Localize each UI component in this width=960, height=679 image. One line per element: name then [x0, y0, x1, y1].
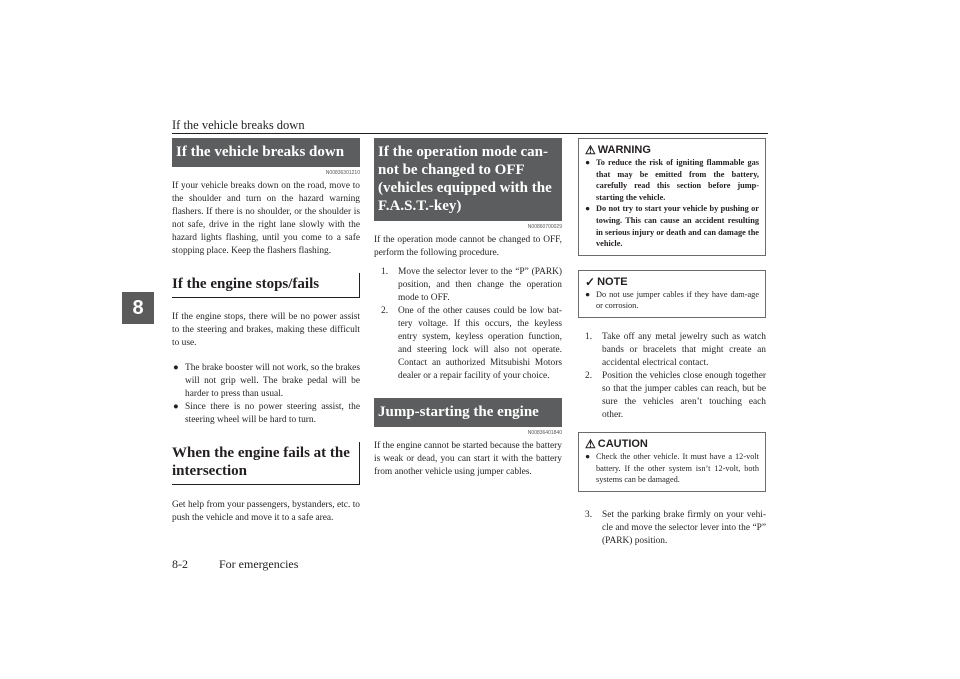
footer-section-name: For emergencies: [219, 557, 299, 571]
chapter-tab: 8: [122, 292, 154, 324]
section-heading-jump-start: Jump-starting the engine: [374, 398, 562, 427]
header-rule: [172, 133, 768, 134]
note-item: ● Do not use jumper cables if they have dam-age or corrosion.: [585, 289, 759, 311]
bullet-icon: ●: [173, 402, 179, 412]
paragraph: Get help from your passengers, bystanders, etc. to push the vehicle and move it to a safe area.: [172, 500, 360, 523]
section-heading-engine-stops: If the engine stops/fails: [172, 273, 360, 298]
paragraph: If the operation mode cannot be changed to OFF, perform the following procedure.: [374, 235, 562, 258]
section-heading-operation-mode: If the operation mode can-not be changed to OFF (vehicles equipped with the F.A.S.T.-key): [374, 138, 562, 221]
step-item: 2. Position the vehicles close enough together so that the jumper cables can reach, but be sure the vehicles aren’t touching each other.: [585, 370, 766, 420]
warning-item: ● Do not try to start your vehicle by pushing or towing. This can cause an accident resulting in serious injury or death and can damage the vehicle.: [585, 204, 759, 249]
caution-item: ● Check the other vehicle. It must have a 12-volt battery. If the other system isn’t 12-volt, both systems can be damaged.: [585, 451, 759, 485]
warning-box: [578, 138, 766, 256]
bullet-item: ● Since there is no power steering assist, the steering wheel will be hard to turn.: [173, 402, 360, 425]
paragraph: If the engine stops, there will be no power assist to the steering and brakes, making these difficult to use.: [172, 312, 360, 348]
section-code: N00836301210: [325, 170, 360, 176]
step-item: 1. Take off any metal jewelry such as watch bands or bracelets that might create an accidental electrical contact.: [585, 331, 766, 368]
paragraph: If your vehicle breaks down on the road, move to the shoulder and turn on the hazard warning flashers. If there is no shoulder, or the shoulder is not safe, drive in the right lane slowly with the hazard lights flashing, until you come to a safe stopping place. Keep the flashers flashing.: [172, 181, 360, 256]
caution-triangle-icon: ⚠: [585, 436, 596, 451]
bullet-icon: ●: [585, 204, 591, 214]
step-item: 1. Move the selector lever to the “P” (PARK) position, and then change the operation mode to OFF.: [381, 267, 562, 303]
step-item: 3. Set the parking brake firmly on your vehi-cle and move the selector lever into the “P” (PARK) position.: [585, 509, 766, 546]
note-title: ✓ NOTE: [585, 274, 628, 289]
section-code: N00860700029: [527, 224, 562, 230]
warning-title: ⚠ WARNING: [585, 143, 651, 157]
caution-box: [578, 432, 766, 492]
section-heading-intersection: When the engine fails at the intersection: [172, 442, 360, 485]
bullet-icon: ●: [585, 451, 591, 461]
page-header: If the vehicle breaks down: [172, 118, 305, 132]
check-icon: ✓: [585, 274, 596, 289]
bullet-icon: ●: [173, 363, 179, 373]
paragraph: If the engine cannot be started because the battery is weak or dead, you can start it with the battery from another vehicle using jumper cables.: [374, 441, 562, 477]
warning-item: ● To reduce the risk of igniting flammable gas that may be emitted from the battery, carefully read this section before jump-starting the vehicle.: [585, 158, 759, 202]
warning-triangle-icon: ⚠: [585, 143, 596, 157]
note-box: [578, 270, 766, 318]
bullet-item: ● The brake booster will not work, so the brakes will not grip well. The brake pedal will be harder to press than usual.: [173, 363, 360, 399]
footer-page-number: 8-2: [172, 557, 188, 571]
section-code: N00836401840: [527, 430, 562, 436]
step-item: 2. One of the other causes could be low bat-tery voltage. If this occurs, the keyless entry system, keyless operation function, and steering lock will also not operate. Contact an authorized Mitsubishi Motors dealer or a repair facility of your choice.: [381, 306, 562, 381]
bullet-icon: ●: [585, 289, 591, 299]
column-1: [172, 138, 360, 525]
column-2: [374, 138, 562, 479]
column-3: [578, 138, 766, 548]
caution-title: ⚠ CAUTION: [585, 436, 648, 451]
bullet-icon: ●: [585, 158, 591, 167]
section-heading-breakdown: If the vehicle breaks down: [172, 138, 360, 167]
